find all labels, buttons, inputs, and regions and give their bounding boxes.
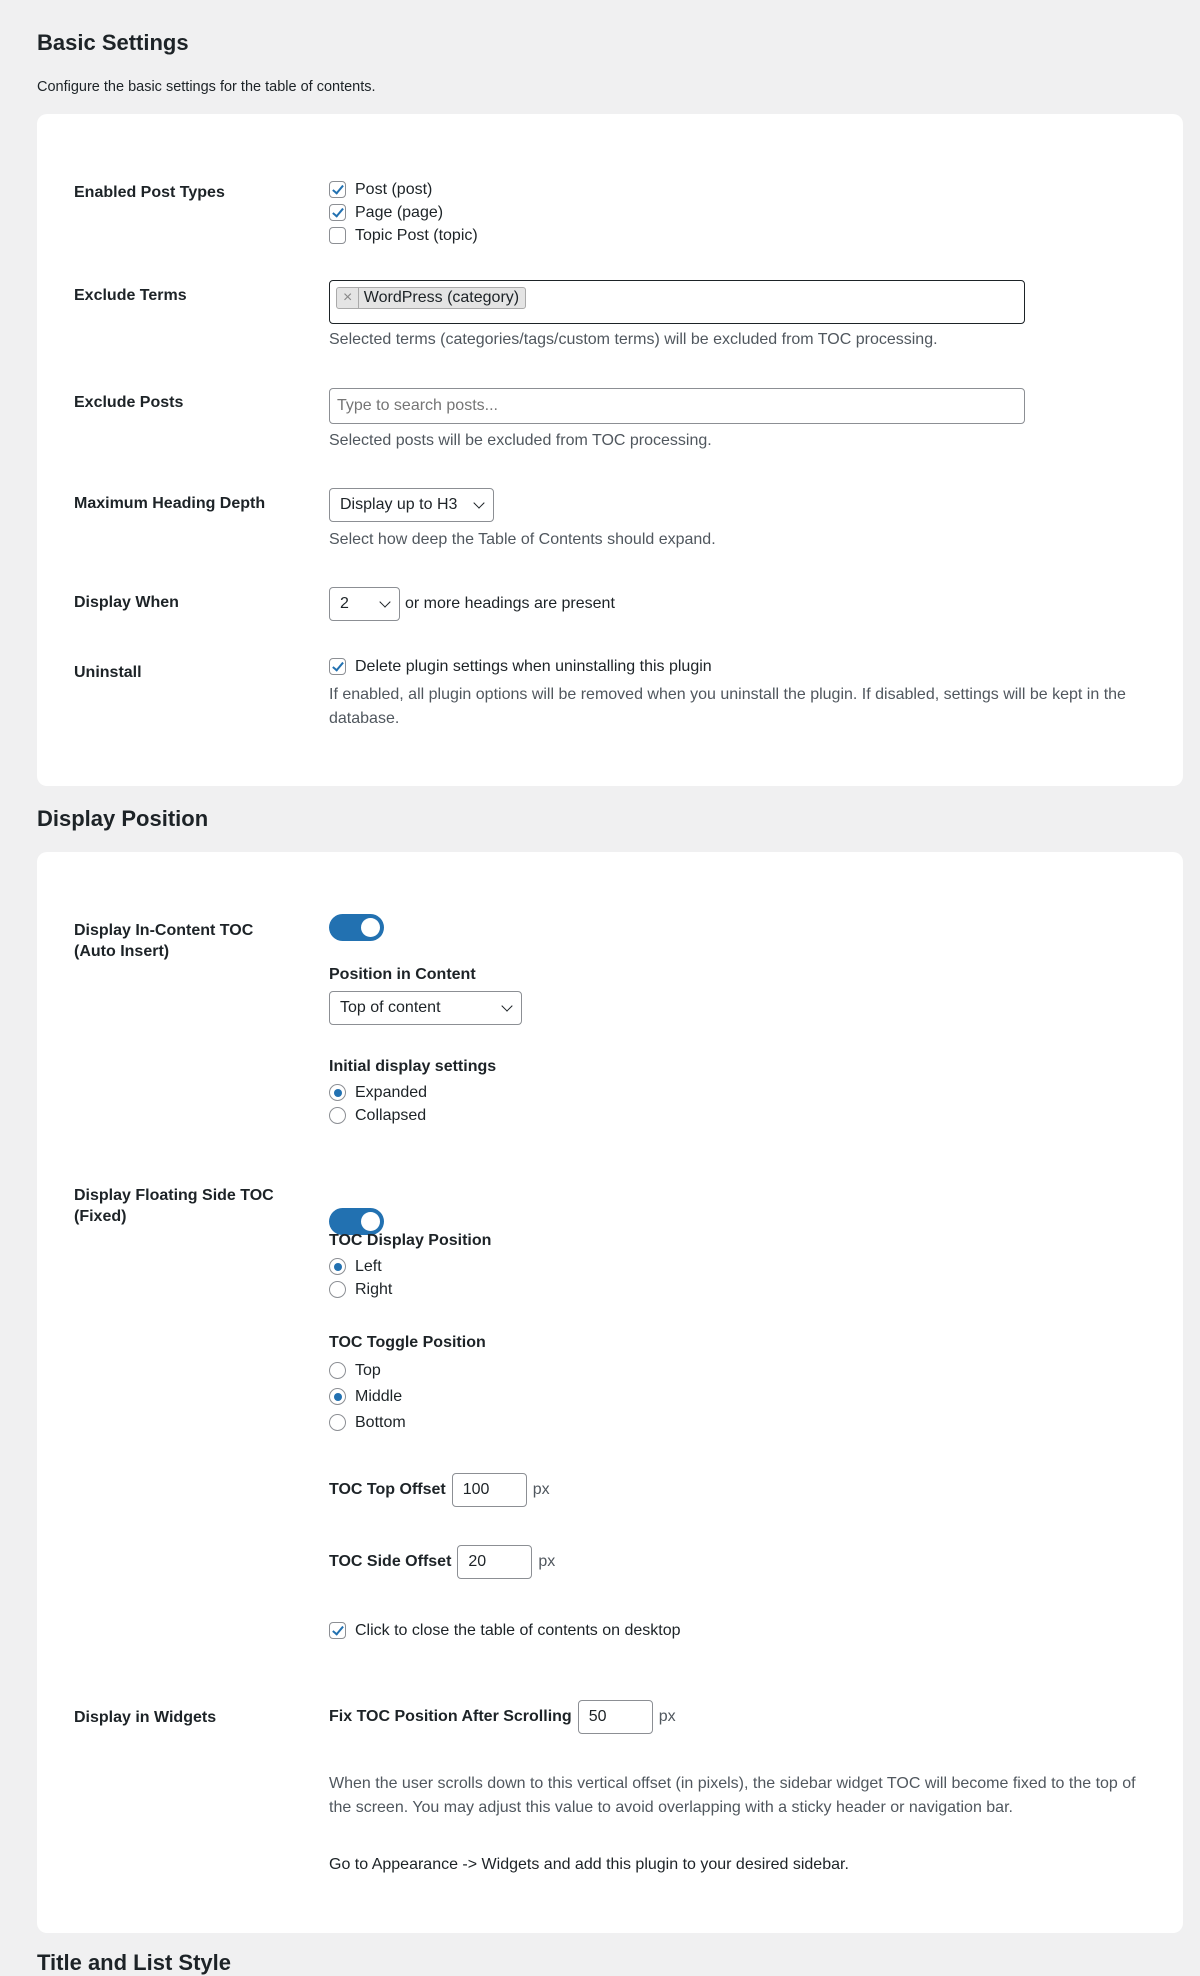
select-value: Top of content — [340, 999, 441, 1016]
checkbox-icon[interactable] — [329, 227, 346, 244]
top-offset-input[interactable]: 100 — [452, 1473, 527, 1507]
option-label: Topic Post (topic) — [355, 227, 478, 244]
radio-icon[interactable] — [329, 1107, 346, 1124]
click-to-close-checkbox[interactable] — [329, 1619, 681, 1642]
select-value: Display up to H3 — [340, 496, 458, 513]
side-offset-row — [329, 1545, 555, 1579]
chevron-down-icon — [379, 596, 390, 607]
basic-settings-card — [37, 114, 1183, 786]
radio-top[interactable] — [329, 1359, 406, 1385]
initial-display-group — [329, 1081, 427, 1127]
display-when-row — [329, 587, 615, 621]
radio-icon[interactable] — [329, 1388, 346, 1405]
section-description: Configure the basic settings for the table of contents. — [37, 79, 376, 95]
label-display-when: Display When — [74, 594, 179, 611]
label-heading-depth: Maximum Heading Depth — [74, 495, 266, 512]
option-label: Collapsed — [355, 1107, 427, 1124]
side-offset-label: TOC Side Offset — [329, 1553, 452, 1571]
exclude-terms-input[interactable] — [329, 280, 1025, 324]
heading-depth-help: Select how deep the Table of Contents should expand. — [329, 531, 716, 548]
option-label: Middle — [355, 1388, 403, 1405]
checkbox-icon[interactable] — [329, 1622, 346, 1639]
top-offset-row — [329, 1473, 550, 1507]
top-offset-label: TOC Top Offset — [329, 1481, 446, 1499]
in-content-toggle[interactable] — [329, 914, 384, 941]
display-when-select[interactable] — [329, 587, 400, 621]
option-label: Expanded — [355, 1084, 428, 1101]
option-label: Top — [355, 1362, 381, 1379]
label-exclude-posts: Exclude Posts — [74, 394, 184, 411]
uninstall-checkbox[interactable] — [329, 655, 712, 678]
checkbox-topic[interactable] — [329, 224, 478, 247]
label-uninstall: Uninstall — [74, 664, 142, 681]
exclude-posts-input[interactable] — [329, 388, 1025, 424]
section-title-position: Display Position — [37, 806, 209, 831]
term-tag-label: WordPress (category) — [363, 289, 520, 306]
initial-display-label: Initial display settings — [329, 1058, 497, 1075]
display-position-card — [37, 852, 1183, 1933]
uninstall-help: If enabled, all plugin options will be removed when you uninstall the plugin. If disabled, settings will be kept in the database. — [329, 686, 1126, 727]
radio-icon[interactable] — [329, 1258, 346, 1275]
radio-collapsed[interactable] — [329, 1104, 427, 1127]
toc-toggle-position-label: TOC Toggle Position — [329, 1334, 486, 1351]
checkbox-icon[interactable] — [329, 181, 346, 198]
radio-icon[interactable] — [329, 1281, 346, 1298]
label-post-types: Enabled Post Types — [74, 184, 225, 201]
radio-expanded[interactable] — [329, 1081, 427, 1104]
toc-display-position-label: TOC Display Position — [329, 1232, 492, 1249]
position-in-content-select[interactable] — [329, 991, 522, 1025]
checkbox-icon[interactable] — [329, 204, 346, 221]
label-exclude-terms: Exclude Terms — [74, 287, 187, 304]
radio-bottom[interactable] — [329, 1411, 406, 1437]
option-label: Delete plugin settings when uninstalling this plugin — [355, 658, 712, 675]
radio-icon[interactable] — [329, 1414, 346, 1431]
widgets-help: When the user scrolls down to this vertical offset (in pixels), the sidebar widget TOC will become fixed to the top of the screen. You may adjust this value to avoid overlapping with a sticky header or navigation bar. — [329, 1775, 1136, 1816]
position-in-content-label: Position in Content — [329, 966, 476, 983]
exclude-terms-help: Selected terms (categories/tags/custom terms) will be excluded from TOC processing. — [329, 331, 938, 348]
checkbox-page[interactable] — [329, 201, 478, 224]
unit-label: px — [538, 1553, 556, 1571]
section-title-style: Title and List Style — [37, 1950, 231, 1975]
option-label: Left — [355, 1258, 382, 1275]
radio-left[interactable] — [329, 1255, 392, 1278]
section-title-basic: Basic Settings — [37, 30, 189, 55]
label-widgets: Display in Widgets — [74, 1709, 217, 1726]
radio-icon[interactable] — [329, 1084, 346, 1101]
fix-position-input[interactable]: 50 — [578, 1700, 653, 1734]
label-floating: Display Floating Side TOC (Fixed) — [74, 1187, 274, 1225]
floating-toggle[interactable] — [329, 1208, 384, 1235]
post-types-group — [329, 178, 478, 247]
heading-depth-select[interactable] — [329, 488, 494, 522]
select-value: 2 — [340, 595, 349, 612]
fix-position-row — [329, 1700, 676, 1734]
widgets-note: Go to Appearance -> Widgets and add this plugin to your desired sidebar. — [329, 1856, 849, 1873]
checkbox-post[interactable] — [329, 178, 478, 201]
exclude-posts-help: Selected posts will be excluded from TOC processing. — [329, 432, 712, 449]
option-label: Page (page) — [355, 204, 444, 221]
display-position-group — [329, 1255, 392, 1301]
fix-position-label: Fix TOC Position After Scrolling — [329, 1708, 572, 1726]
chevron-down-icon — [473, 497, 484, 508]
radio-middle[interactable] — [329, 1385, 406, 1411]
radio-icon[interactable] — [329, 1362, 346, 1379]
option-label: Bottom — [355, 1414, 406, 1431]
toggle-position-group — [329, 1359, 406, 1437]
term-tag — [336, 287, 526, 309]
unit-label: px — [532, 1481, 550, 1499]
option-label: Post (post) — [355, 181, 433, 198]
option-label: Click to close the table of contents on desktop — [355, 1622, 681, 1639]
option-label: Right — [355, 1281, 393, 1298]
unit-label: px — [658, 1708, 676, 1726]
chevron-down-icon — [501, 1000, 512, 1011]
checkbox-icon[interactable] — [329, 658, 346, 675]
remove-tag-icon[interactable]: × — [337, 288, 359, 308]
side-offset-input[interactable]: 20 — [457, 1545, 532, 1579]
display-when-suffix: or more headings are present — [405, 595, 615, 612]
label-in-content: Display In-Content TOC (Auto Insert) — [74, 922, 254, 960]
radio-right[interactable] — [329, 1278, 392, 1301]
